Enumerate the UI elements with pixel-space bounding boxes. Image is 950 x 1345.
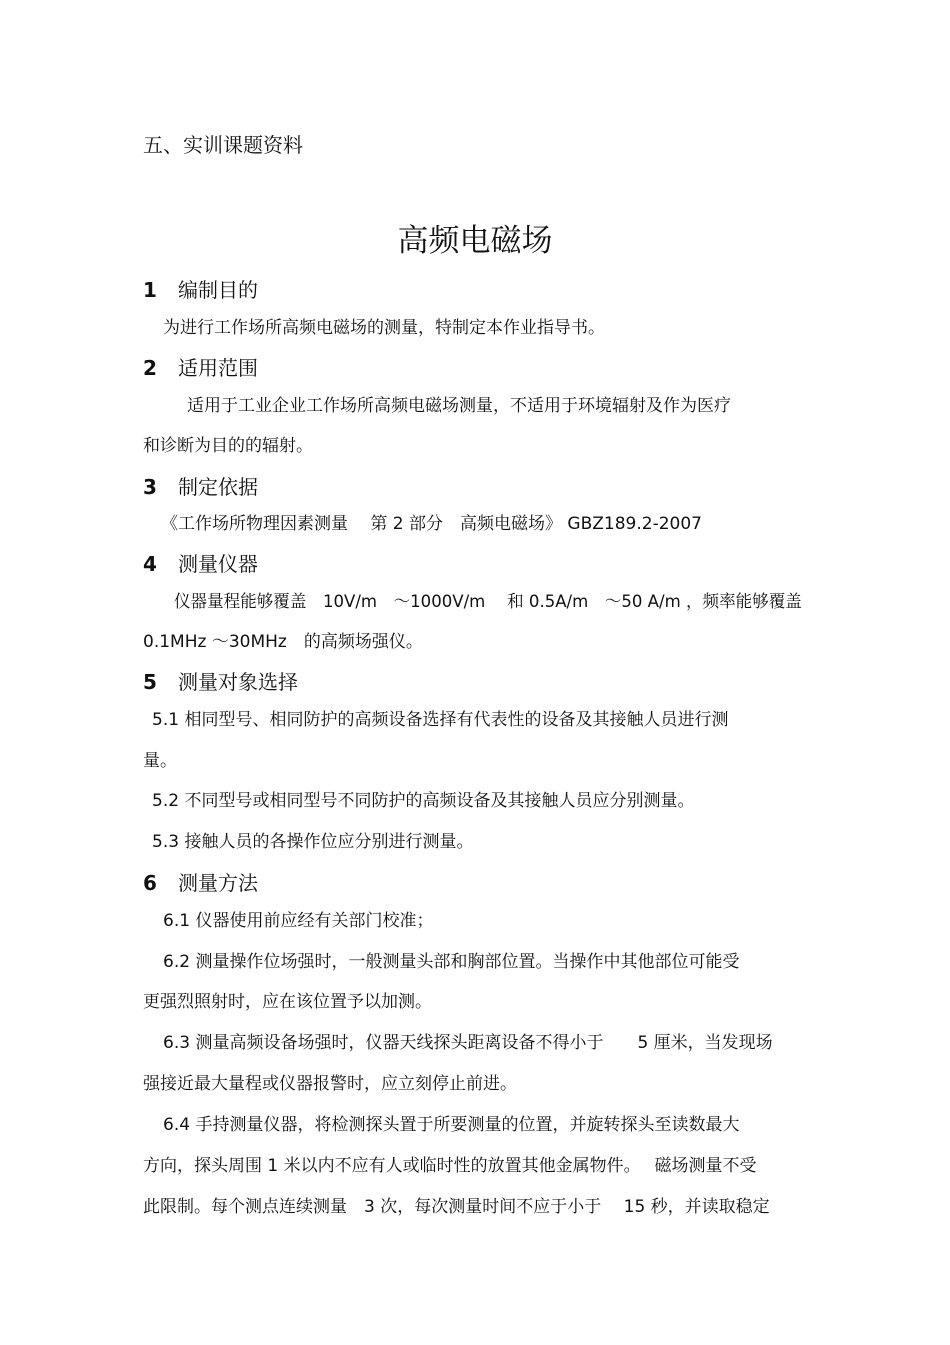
paragraph-line: 方向，探头周围 1 米以内不应有人或临时性的放置其他金属物件。 磁场测量不受: [143, 1156, 757, 1176]
paragraph-line: 为进行工作场所高频电磁场的测量，特制定本作业指导书。: [163, 318, 605, 338]
section-title: 编制目的: [178, 278, 258, 302]
paragraph-line: 6.3 测量高频设备场强时，仪器天线探头距离设备不得小于 5 厘米，当发现场: [163, 1033, 773, 1053]
section-heading-2: [143, 354, 258, 382]
section-number: 6: [143, 871, 157, 895]
document-title: 高频电磁场: [397, 223, 553, 259]
paragraph-line: 和诊断为目的的辐射。: [143, 436, 313, 456]
paragraph-line: 《工作场所物理因素测量 第 2 部分 高频电磁场》 GBZ189.2-2007: [161, 514, 702, 534]
paragraph-line: 6.2 测量操作位场强时，一般测量头部和胸部位置。当操作中其他部位可能受: [163, 952, 740, 972]
section-heading-3: [143, 473, 258, 501]
paragraph-line: 量。: [143, 751, 177, 771]
section-number: 5: [143, 670, 157, 694]
paragraph-line: 更强烈照射时，应在该位置予以加测。: [143, 992, 432, 1012]
section-title: 测量对象选择: [178, 670, 298, 694]
paragraph-line: 适用于工业企业工作场所高频电磁场测量，不适用于环境辐射及作为医疗: [187, 396, 731, 416]
paragraph-line: 0.1MHz ～30MHz 的高频场强仪。: [143, 632, 423, 652]
paragraph-line: 6.4 手持测量仪器，将检测探头置于所要测量的位置，并旋转探头至读数最大: [163, 1115, 740, 1135]
paragraph-line: 5.2 不同型号或相同型号不同防护的高频设备及其接触人员应分别测量。: [152, 791, 695, 811]
paragraph-line: 5.3 接触人员的各操作位应分别进行测量。: [152, 832, 474, 852]
chapter-heading: 五、实训课题资料: [143, 133, 303, 157]
paragraph-line: 仪器量程能够覆盖 10V/m ～1000V/m 和 0.5A/m ～50 A/m ，频率能够覆盖: [174, 592, 802, 612]
paragraph-line: 此限制。每个测点连续测量 3 次，每次测量时间不应于小于 15 秒，并读取稳定: [143, 1197, 770, 1217]
section-title: 适用范围: [178, 356, 258, 380]
paragraph-line: 6.1 仪器使用前应经有关部门校准；: [163, 911, 434, 931]
section-title: 测量方法: [178, 871, 258, 895]
paragraph-line: 5.1 相同型号、相同防护的高频设备选择有代表性的设备及其接触人员进行测: [152, 710, 729, 730]
section-number: 2: [143, 356, 157, 380]
section-heading-6: [143, 869, 258, 897]
paragraph-line: 强接近最大量程或仪器报警时，应立刻停止前进。: [143, 1074, 517, 1094]
section-heading-4: [143, 550, 258, 578]
section-number: 4: [143, 552, 157, 576]
section-number: 3: [143, 475, 157, 499]
section-title: 测量仪器: [178, 552, 258, 576]
section-heading-1: [143, 276, 258, 304]
section-heading-5: [143, 668, 298, 696]
section-number: 1: [143, 278, 157, 302]
section-title: 制定依据: [178, 475, 258, 499]
